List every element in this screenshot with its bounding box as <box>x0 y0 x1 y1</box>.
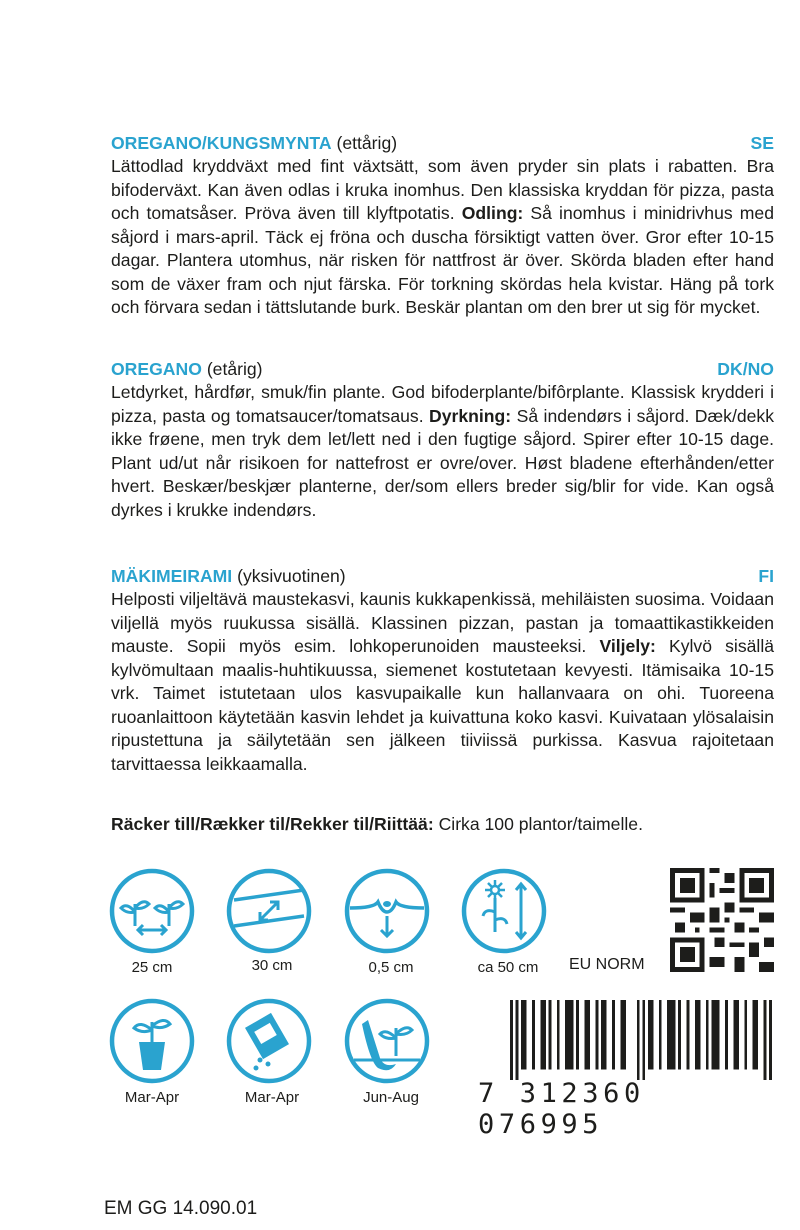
body-text: Kylvö sisällä kylvömultaan maalis-huhtikuussa, siemenet kostutetaan kevyesti. Itämisaika 10-15 vrk. Taimet istutetaan ulos kasvupaikalle kun hallanvaara on ohi. Tuoreena ruoanlaittoon käytetään kasvin lehdet ja kuivattuna koko kasvi. Kuivataan ylösalaisin ripustettuna ja säilytetään sen jälkeen tiiviissä purkissa. Kasvua rajoitetaan tarvittaessa leikkaamalla. <box>111 636 775 774</box>
icon-label: 30 cm <box>251 957 293 974</box>
qr-code <box>668 868 776 972</box>
section-header <box>111 357 774 381</box>
section-subtitle: (yksivuotinen) <box>237 566 346 586</box>
harvest-icon <box>344 998 430 1084</box>
barcode-number: 7 312360 076995 <box>478 1078 645 1140</box>
plant-height-icon <box>461 868 547 954</box>
body-text: Helposti viljeltävä maustekasvi, kaunis kukkapenkissä, mehiläisten suosima. Voidaan viljellä myös ruukussa sisällä. Klassinen pizzan, pastan ja tomaattikastikkeiden mauste. Sopii myös esim. lohkoperunoiden mausteeksi. <box>111 589 774 656</box>
body-bold-label: Viljely: <box>599 636 656 656</box>
icon-label: 25 cm <box>131 959 173 976</box>
body-bold-label: Dyrkning: <box>429 405 512 426</box>
body-text: Lättodlad kryddväxt med fint växtsätt, som även pryder sin plats i rabatten. Bra bifoderväxt. Kan även odlas i kruka inomhus. Den klassiska kryddan för pizza, pasta och tomatsåser. Pröva även till klyftpotatis. <box>111 156 774 223</box>
sufficient-for <box>111 814 643 835</box>
eu-norm-label: EU NORM <box>569 956 645 973</box>
section-body <box>111 588 774 776</box>
section-body <box>111 381 774 522</box>
icon-label: Jun-Aug <box>363 1089 419 1106</box>
indoor-sowing-icon <box>109 998 195 1084</box>
barcode <box>510 1000 772 1088</box>
sowing-depth-icon <box>344 868 430 954</box>
outdoor-sowing-icon <box>226 998 312 1084</box>
icon-label: ca 50 cm <box>477 959 539 976</box>
body-bold-label: Odling: <box>461 203 524 223</box>
section-title: MÄKIMEIRAMI <box>111 566 233 586</box>
product-code: EM GG 14.090.01 <box>104 1198 258 1219</box>
language-code: DK/NO <box>717 359 774 379</box>
icon-label: 0,5 cm <box>368 959 414 976</box>
sufficient-value: Cirka 100 plantor/taimelle. <box>438 814 643 834</box>
icon-label: Mar-Apr <box>244 1089 300 1106</box>
sufficient-label: Räcker till/Rækker til/Rekker til/Riittää: <box>111 814 434 834</box>
section-header <box>111 564 774 588</box>
row-spacing-icon <box>226 868 312 954</box>
section-header <box>111 131 774 155</box>
section-subtitle: (etårig) <box>206 359 263 379</box>
language-code: FI <box>758 566 774 586</box>
section-title: OREGANO <box>111 359 202 379</box>
body-text: Letdyrket, hårdfør, smuk/fin plante. God bifoderplante/bifôrplante. Klassisk krydderi i pizza, pasta og tomatsaucer/tomatsaus. <box>111 382 774 426</box>
plant-spacing-icon <box>109 868 195 954</box>
section-body <box>111 155 774 320</box>
section-dk-no <box>111 357 774 522</box>
section-se <box>111 131 774 320</box>
section-fi <box>111 564 774 776</box>
body-text: Så indendørs i såjord. Dæk/dekk ikke frøene, men tryk dem let/lett ned i den fugtige såjord. Spirer efter 10-15 dage. Plant ud/ut når risikoen for nattefrost er ovre/over. Høst bladene efterhånden/etter hvert. Beskær/beskjær planterne, der/som ellers breder sig/blir for vide. Kan også dyrkes i krukke indendørs. <box>111 405 774 520</box>
section-title: OREGANO/KUNGSMYNTA <box>111 133 332 153</box>
icon-label: Mar-Apr <box>124 1089 180 1106</box>
section-subtitle: (ettårig) <box>336 133 398 153</box>
language-code: SE <box>750 133 774 153</box>
body-text: Så inomhus i minidrivhus med såjord i mars-april. Täck ej fröna och duscha försiktigt vatten över. Gror efter 10-15 dagar. Plantera utomhus, när risken för nattfrost är över. Skörda bladen efter hand som de växer fram och njut färska. För torkning skördas hela kvistar. Häng på tork och förvara sedan i tättslutande burk. Beskär plantan om den brer ut sig för mycket. <box>111 203 775 317</box>
